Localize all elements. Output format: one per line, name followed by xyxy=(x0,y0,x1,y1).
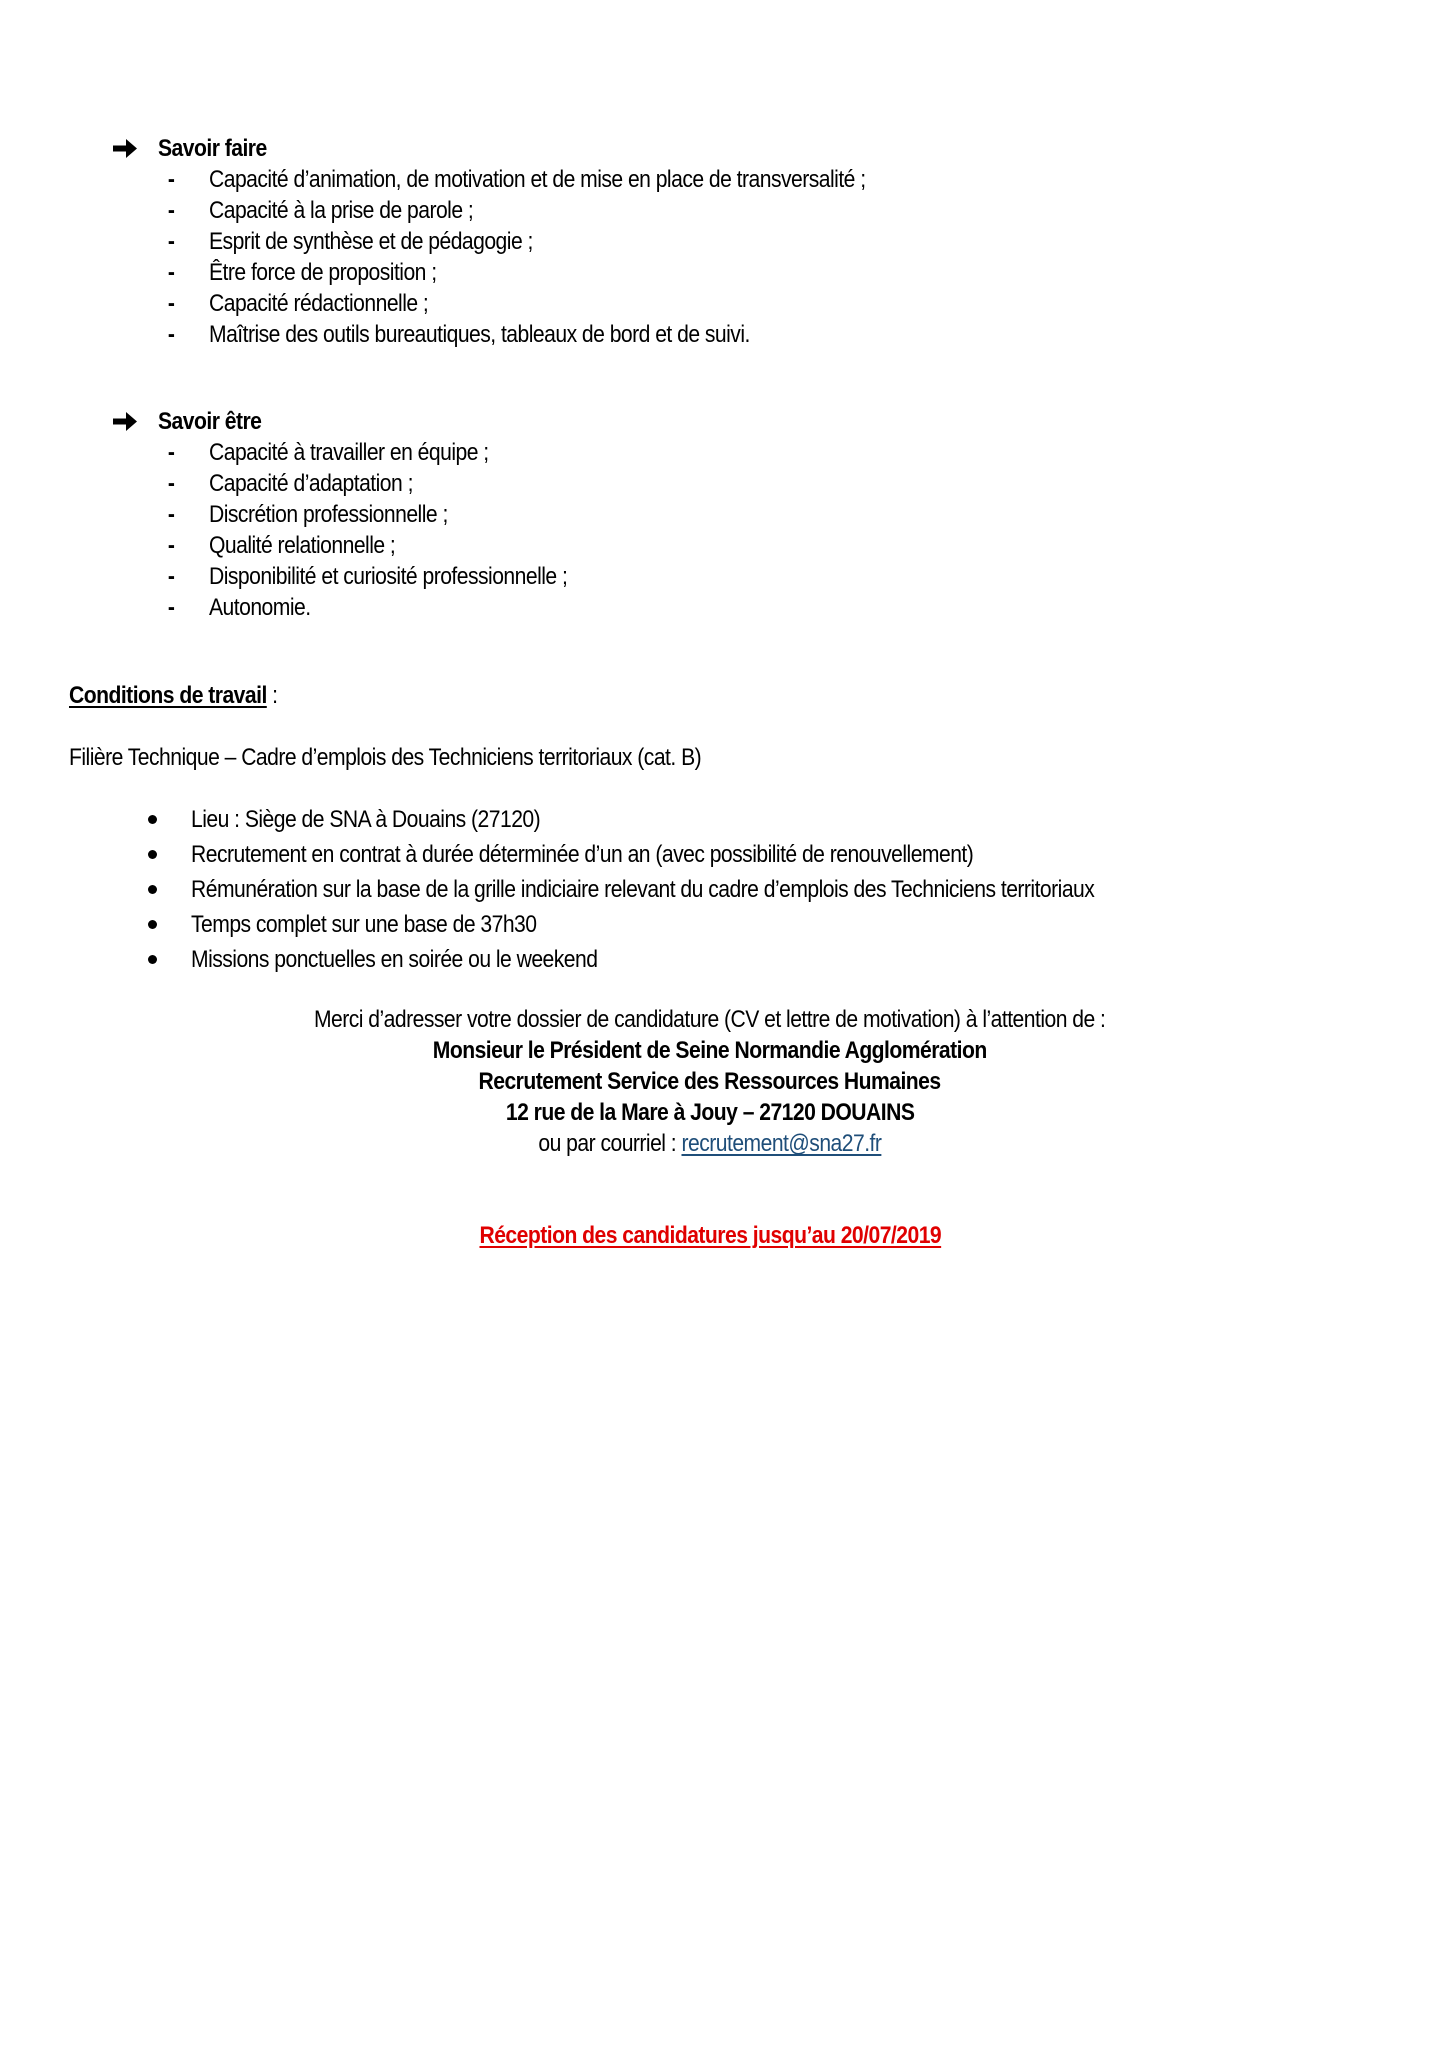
bullet-dot-icon xyxy=(148,815,157,824)
list-item xyxy=(113,530,396,561)
application-block xyxy=(0,1004,1420,1159)
dash-marker: - xyxy=(167,532,175,559)
list-item-text: Missions ponctuelles en soirée ou le weekend xyxy=(191,946,598,973)
list-item-text: Capacité rédactionnelle ; xyxy=(209,290,429,317)
list-item-text: Être force de proposition ; xyxy=(209,259,437,286)
list-item-text: Rémunération sur la base de la grille indiciaire relevant du cadre d’emplois des Techniciens territoriaux xyxy=(191,876,1095,903)
list-item-text: Lieu : Siège de SNA à Douains (27120) xyxy=(191,806,541,833)
conditions-heading xyxy=(69,680,277,711)
list-item-text: Capacité d’adaptation ; xyxy=(209,470,413,497)
savoir-faire-section xyxy=(113,133,866,350)
list-item xyxy=(113,195,474,226)
dash-marker: - xyxy=(167,594,175,621)
list-item xyxy=(113,437,489,468)
bullet-dot-icon xyxy=(148,850,157,859)
savoir-etre-section xyxy=(113,406,568,623)
email-link[interactable]: recrutement@sna27.fr xyxy=(681,1130,882,1157)
list-item-text: Maîtrise des outils bureautiques, tableaux de bord et de suivi. xyxy=(209,321,750,348)
dash-marker: - xyxy=(167,166,175,193)
list-item-text: Esprit de synthèse et de pédagogie ; xyxy=(209,228,533,255)
email-line xyxy=(0,1128,1420,1159)
list-item xyxy=(113,164,866,195)
arrow-right-icon xyxy=(113,406,139,437)
list-item-text: Qualité relationnelle ; xyxy=(209,532,396,559)
savoir-faire-heading-row xyxy=(113,133,282,164)
deadline-line xyxy=(0,1220,1420,1251)
dash-marker: - xyxy=(167,439,175,466)
dash-marker: - xyxy=(167,563,175,590)
dash-marker: - xyxy=(167,290,175,317)
list-item-text: Autonomie. xyxy=(209,594,311,621)
recipient-name: Monsieur le Président de Seine Normandie Agglomération xyxy=(433,1037,987,1064)
list-item xyxy=(113,499,448,530)
savoir-etre-heading: Savoir être xyxy=(158,408,262,435)
email-line-inner xyxy=(538,1128,881,1159)
application-intro-line xyxy=(0,1004,1420,1035)
list-item xyxy=(113,561,568,592)
list-item xyxy=(113,288,429,319)
bullet-dot-icon xyxy=(148,885,157,894)
bullet-dot-icon xyxy=(148,955,157,964)
list-item xyxy=(113,468,413,499)
list-item-text: Disponibilité et curiosité professionnelle ; xyxy=(209,563,568,590)
address-line xyxy=(0,1097,1420,1128)
service-line xyxy=(0,1066,1420,1097)
dash-marker: - xyxy=(167,321,175,348)
arrow-right-icon xyxy=(113,133,139,164)
service-name: Recrutement Service des Ressources Humaines xyxy=(478,1068,942,1095)
postal-address: 12 rue de la Mare à Jouy – 27120 DOUAINS xyxy=(505,1099,915,1126)
savoir-faire-heading: Savoir faire xyxy=(158,135,267,162)
application-intro: Merci d’adresser votre dossier de candidature (CV et lettre de motivation) à l’attention de : xyxy=(314,1006,1106,1033)
list-item-text: Capacité à la prise de parole ; xyxy=(209,197,474,224)
deadline-text: Réception des candidatures jusqu’au 20/07/2019 xyxy=(479,1222,941,1249)
list-item-text: Capacité à travailler en équipe ; xyxy=(209,439,489,466)
dash-marker: - xyxy=(167,228,175,255)
recipient-line xyxy=(0,1035,1420,1066)
conditions-title-suffix: : xyxy=(266,682,278,709)
dash-marker: - xyxy=(167,197,175,224)
list-item xyxy=(113,592,311,623)
dash-marker: - xyxy=(167,501,175,528)
list-item-text: Recrutement en contrat à durée déterminée d’un an (avec possibilité de renouvellement) xyxy=(191,841,974,868)
list-item xyxy=(113,226,533,257)
dash-marker: - xyxy=(167,259,175,286)
deadline-block xyxy=(0,1220,1420,1251)
list-item-text: Capacité d’animation, de motivation et de mise en place de transversalité ; xyxy=(209,166,866,193)
filiere-text: Filière Technique – Cadre d’emplois des Techniciens territoriaux (cat. B) xyxy=(69,744,702,771)
list-item xyxy=(113,257,437,288)
list-item xyxy=(113,319,750,350)
list-item-text: Discrétion professionnelle ; xyxy=(209,501,448,528)
email-prefix: ou par courriel : xyxy=(538,1130,682,1157)
savoir-etre-heading-row xyxy=(113,406,275,437)
dash-marker: - xyxy=(167,470,175,497)
bullet-dot-icon xyxy=(148,920,157,929)
savoir-faire-list xyxy=(113,164,866,350)
savoir-etre-list xyxy=(113,437,568,623)
list-item-text: Temps complet sur une base de 37h30 xyxy=(191,911,537,938)
conditions-title: Conditions de travail xyxy=(69,682,267,709)
